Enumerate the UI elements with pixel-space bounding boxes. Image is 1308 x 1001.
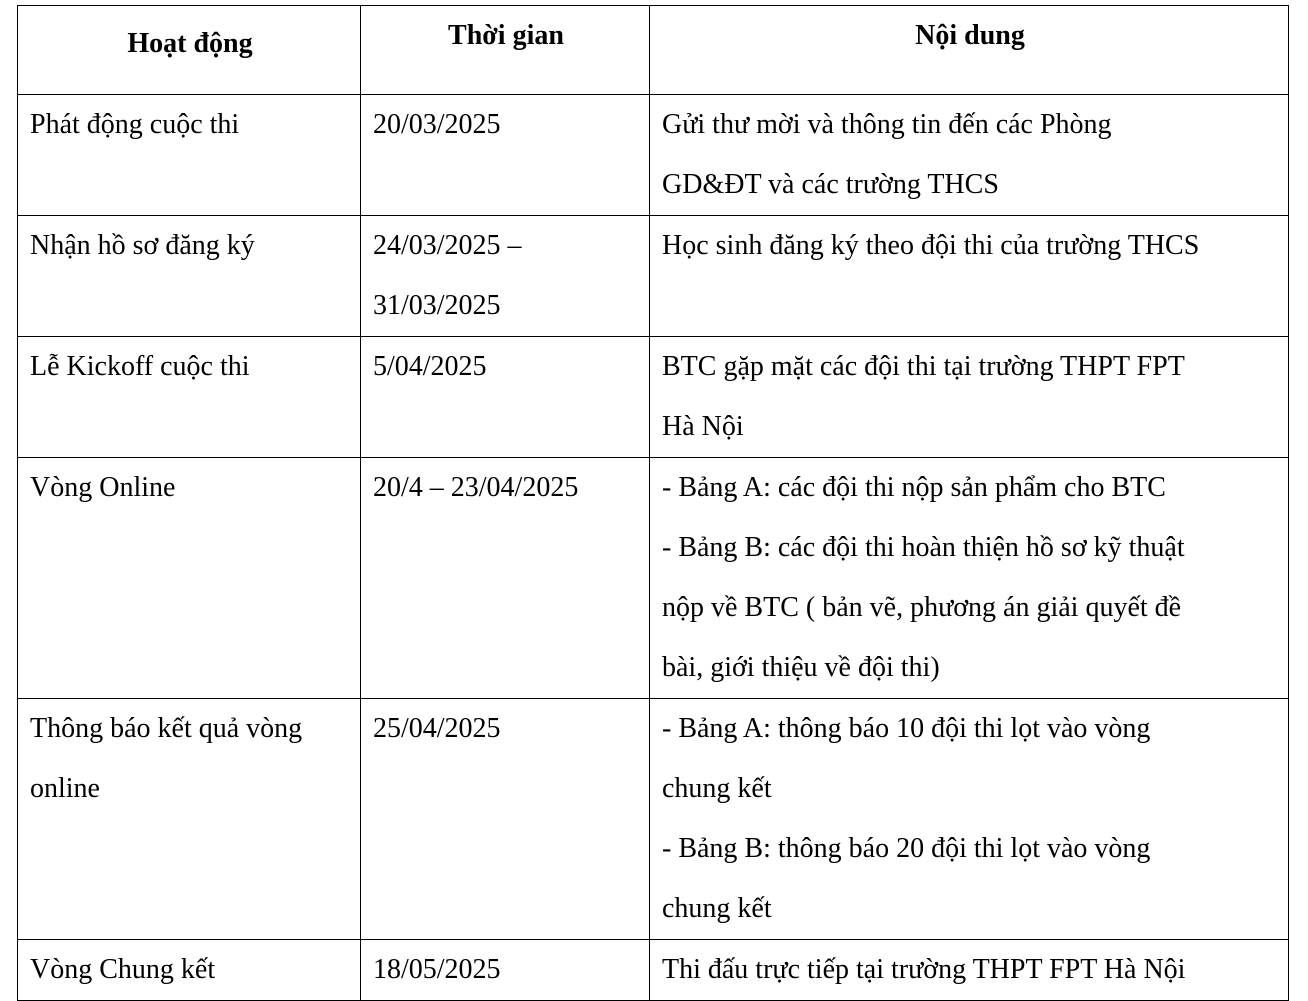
content-text: - Bảng B: các đội thi hoàn thiện hồ sơ kỹ thuật [662,532,1185,563]
content-text: bài, giới thiệu về đội thi) [662,652,940,683]
activity-cell [18,95,361,216]
content-cell [650,458,1289,699]
table-row [18,458,1289,699]
header-row [18,6,1289,95]
table-row [18,337,1289,458]
content-cell [650,216,1289,337]
activity-text: Thông báo kết quả vòng [30,713,303,744]
activity-cell [18,940,361,1001]
content-text: chung kết [662,773,772,804]
content-cell [650,699,1289,940]
content-text: Hà Nội [662,411,744,442]
time-text: 20/03/2025 [373,109,501,140]
activity-cell [18,458,361,699]
time-text: 31/03/2025 [373,290,501,321]
content-text: - Bảng A: thông báo 10 đội thi lọt vào vòng [662,713,1151,744]
table-row [18,699,1289,940]
activity-text: Vòng Chung kết [30,954,216,985]
content-cell [650,337,1289,458]
table-row [18,940,1289,1001]
activity-text: Vòng Online [30,472,176,503]
time-text: 5/04/2025 [373,351,487,382]
time-text: 18/05/2025 [373,954,501,985]
content-text: Thi đấu trực tiếp tại trường THPT FPT Hà Nội [662,954,1186,985]
activity-text: Phát động cuộc thi [30,109,240,140]
content-cell [650,95,1289,216]
activity-cell [18,699,361,940]
content-text: Học sinh đăng ký theo đội thi của trường THCS [662,230,1200,261]
content-text: GD&ĐT và các trường THCS [662,169,999,200]
time-cell [361,95,650,216]
content-text: BTC gặp mặt các đội thi tại trường THPT FPT [662,351,1185,382]
time-cell [361,216,650,337]
time-text: 24/03/2025 – [373,230,522,261]
content-text: nộp về BTC ( bản vẽ, phương án giải quyết đề [662,592,1182,623]
header-activity: Hoạt động [18,6,361,95]
activity-text: Nhận hồ sơ đăng ký [30,230,255,261]
time-cell [361,337,650,458]
time-cell [361,940,650,1001]
content-text: - Bảng A: các đội thi nộp sản phẩm cho BTC [662,472,1166,503]
activity-text: Lễ Kickoff cuộc thi [30,351,250,382]
time-cell [361,699,650,940]
time-text: 20/4 – 23/04/2025 [373,472,579,503]
schedule-table [17,5,1289,1001]
time-cell [361,458,650,699]
content-cell [650,940,1289,1001]
activity-cell [18,216,361,337]
activity-cell [18,337,361,458]
activity-text: online [30,773,100,804]
table-row [18,216,1289,337]
content-text: - Bảng B: thông báo 20 đội thi lọt vào vòng [662,833,1151,864]
header-time: Thời gian [361,6,650,95]
table-row [18,95,1289,216]
time-text: 25/04/2025 [373,713,501,744]
content-text: chung kết [662,893,772,924]
content-text: Gửi thư mời và thông tin đến các Phòng [662,109,1112,140]
header-content: Nội dung [650,6,1289,95]
